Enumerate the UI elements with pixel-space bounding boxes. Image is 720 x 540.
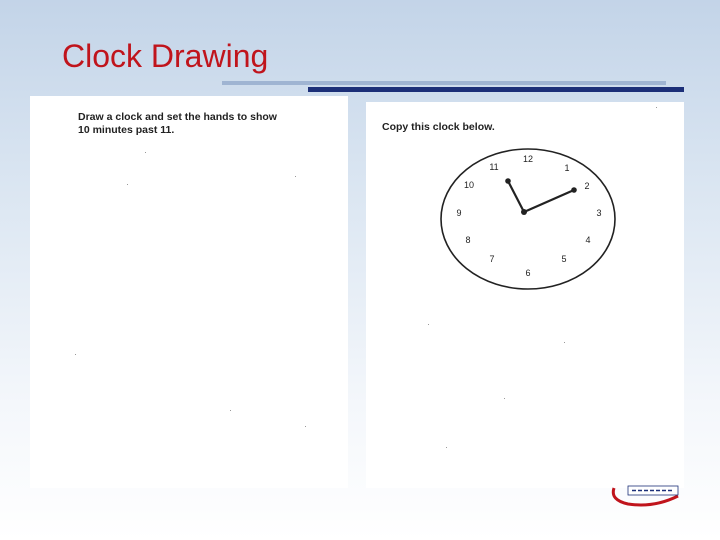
clock-number-2: 2: [584, 181, 590, 191]
clock-number-3: 3: [596, 208, 602, 218]
clock-number-12: 12: [522, 154, 534, 164]
scan-speck: [145, 152, 146, 153]
clock-minute-hand: [524, 190, 574, 212]
clock-number-11: 11: [489, 162, 499, 172]
scan-speck: [305, 426, 306, 427]
clock-number-6: 6: [525, 268, 531, 278]
scan-speck: [295, 176, 296, 177]
swoosh-logo-icon: [606, 482, 684, 510]
title-rule-light: [222, 81, 666, 85]
clock-number-4: 4: [585, 235, 591, 245]
scan-speck: [75, 354, 76, 355]
right-instruction: Copy this clock below.: [382, 121, 495, 133]
scan-speck: [230, 410, 231, 411]
scan-speck: [564, 342, 565, 343]
clock-number-10: 10: [463, 180, 475, 190]
clock-number-5: 5: [561, 254, 567, 264]
clock-hour-hand: [508, 181, 524, 212]
scan-speck: [127, 184, 128, 185]
title-rule-dark: [308, 87, 684, 92]
left-test-page: [30, 96, 348, 488]
clock-number-8: 8: [465, 235, 471, 245]
slide-title: Clock Drawing: [62, 38, 269, 74]
clock-minute-tip: [571, 187, 577, 193]
right-test-page: [366, 102, 684, 488]
clock-number-7: 7: [489, 254, 495, 264]
scan-speck: [656, 107, 657, 108]
clock-number-1: 1: [564, 163, 570, 173]
scan-speck: [446, 447, 447, 448]
left-instruction: Draw a clock and set the hands to show 10 minutes past 11.: [78, 111, 277, 136]
scan-speck: [428, 324, 429, 325]
clock-figure: [366, 102, 684, 488]
clock-center: [521, 209, 527, 215]
scan-speck: [504, 398, 505, 399]
clock-hour-tip: [505, 178, 511, 184]
clock-number-9: 9: [456, 208, 462, 218]
